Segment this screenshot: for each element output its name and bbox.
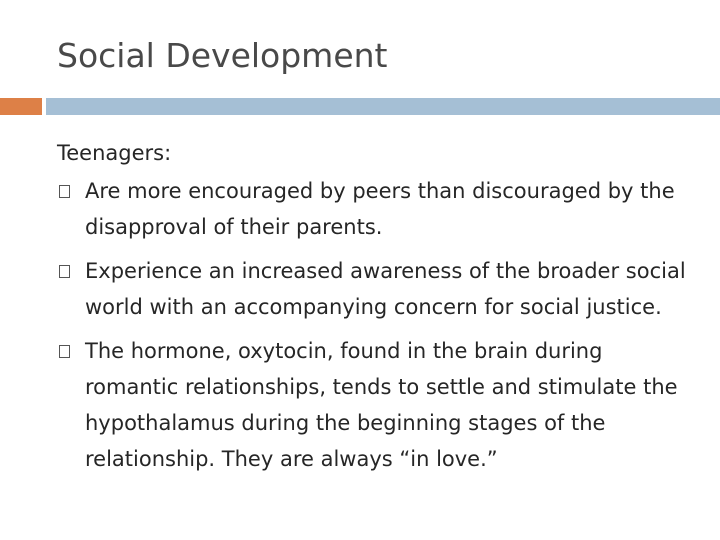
slide-title: Social Development xyxy=(57,36,388,75)
bullet-list xyxy=(57,173,697,477)
title-rule-bar xyxy=(46,98,720,115)
content-heading: Teenagers: xyxy=(57,141,172,165)
accent-bar xyxy=(0,98,42,115)
bullet-item xyxy=(57,173,697,245)
bullet-item xyxy=(57,253,697,325)
square-bullet-icon xyxy=(59,345,70,358)
bullet-text: Are more encouraged by peers than discouraged by the disapproval of their parents. xyxy=(85,179,675,239)
bullet-text: The hormone, oxytocin, found in the brain during romantic relationships, tends to settle and stimulate the hypothalamus during the beginning stages of the relationship. They are always “in love.” xyxy=(85,339,678,471)
bullet-item xyxy=(57,333,697,477)
bullet-text: Experience an increased awareness of the broader social world with an accompanying concern for social justice. xyxy=(85,259,686,319)
slide-content xyxy=(57,135,697,485)
square-bullet-icon xyxy=(59,185,70,198)
square-bullet-icon xyxy=(59,265,70,278)
